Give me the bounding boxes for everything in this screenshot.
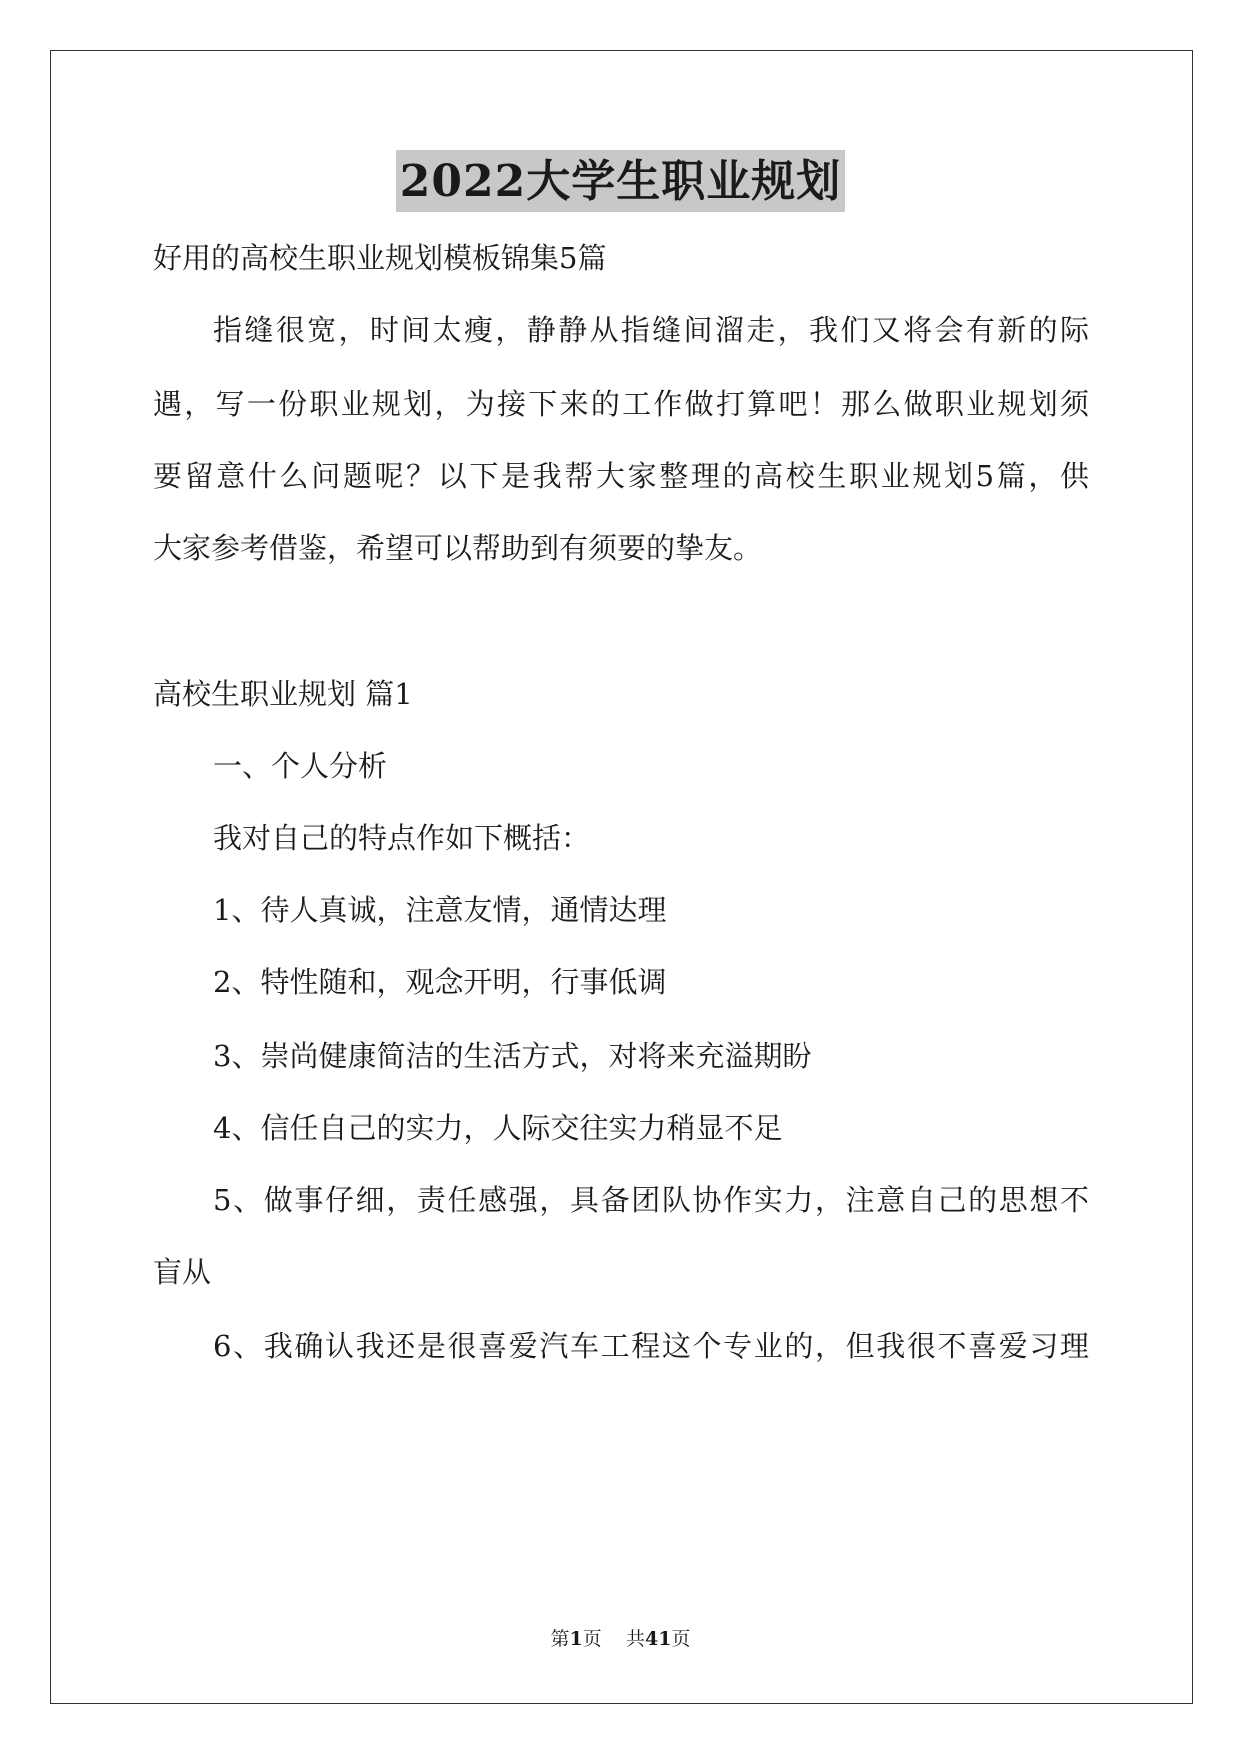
page-footer	[0, 1626, 1241, 1652]
section-heading: 高校生职业规划 篇1	[153, 677, 413, 711]
footer-prefix: 第	[550, 1628, 570, 1650]
document-title: 2022大学生职业规划	[396, 150, 845, 212]
footer-total-prefix: 共	[625, 1628, 645, 1650]
title-wrapper	[0, 150, 1241, 212]
intro-paragraph-line-1: 指缝很宽，时间太瘦，静静从指缝间溜走，我们又将会有新的际	[213, 313, 1089, 347]
list-item-5-continued: 盲从	[153, 1255, 212, 1289]
list-item-5: 5、做事仔细，责任感强，具备团队协作实力，注意自己的思想不	[213, 1183, 1089, 1217]
footer-page-suffix: 页	[582, 1628, 602, 1650]
list-item-2: 2、特性随和，观念开明，行事低调	[213, 965, 667, 999]
list-item-4: 4、信任自己的实力，人际交往实力稍显不足	[213, 1111, 783, 1145]
body-line: 我对自己的特点作如下概括：	[213, 821, 591, 855]
subsection-heading: 一、个人分析	[213, 749, 388, 783]
list-item-1: 1、待人真诚，注意友情，通情达理	[213, 893, 667, 927]
footer-page-number: 1	[569, 1628, 583, 1650]
document-subtitle: 好用的高校生职业规划模板锦集5篇	[153, 241, 607, 275]
list-item-6: 6、我确认我还是很喜爱汽车工程这个专业的，但我很不喜爱习理	[213, 1329, 1089, 1363]
footer-total-suffix: 页	[671, 1628, 691, 1650]
intro-paragraph-line-4: 大家参考借鉴，希望可以帮助到有须要的挚友。	[153, 531, 763, 565]
page-border	[50, 50, 1193, 1704]
intro-paragraph-line-3: 要留意什么问题呢？以下是我帮大家整理的高校生职业规划5篇，供	[153, 459, 1089, 493]
intro-paragraph-line-2: 遇，写一份职业规划，为接下来的工作做打算吧！那么做职业规划须	[153, 387, 1089, 421]
list-item-3: 3、崇尚健康简洁的生活方式，对将来充溢期盼	[213, 1039, 812, 1073]
footer-total-pages: 41	[644, 1628, 672, 1650]
